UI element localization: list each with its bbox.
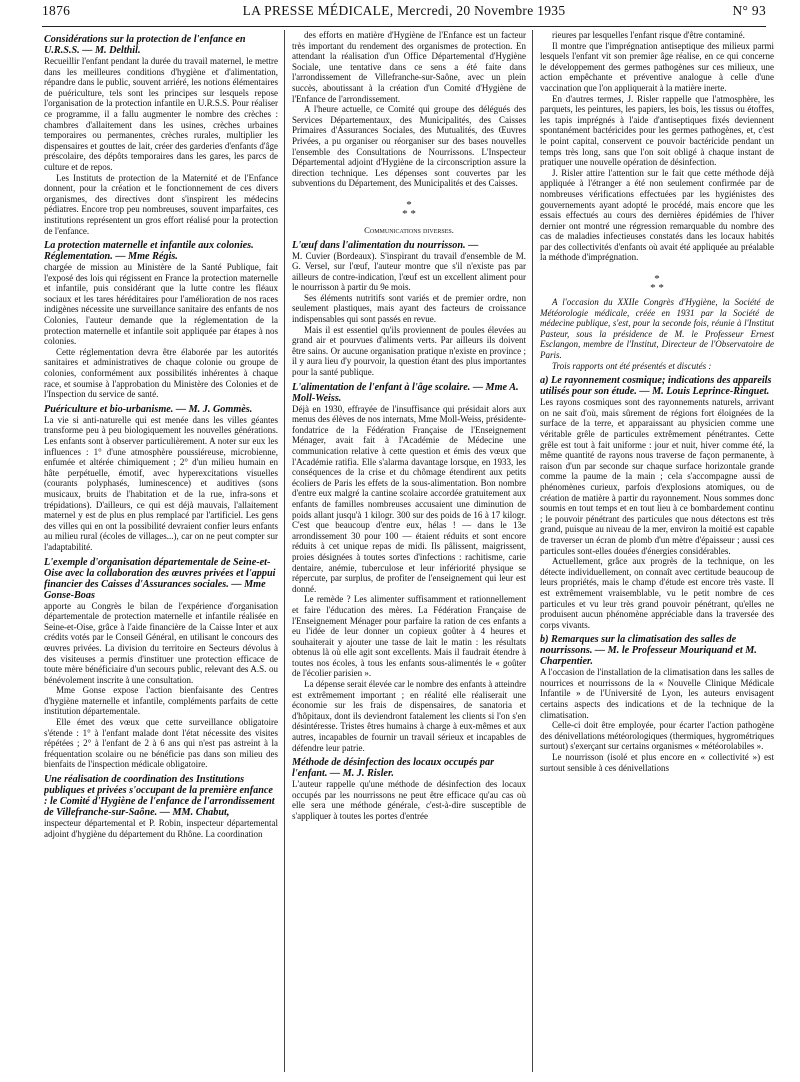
- section-intro: A l'occasion du XXIIe Congrès d'Hygiène, la Société de Météorologie médicale, créée en 1931 par la Société de médecine publique, s'est, pour la seconde fois, réunie à l'Institut Pasteur, sous la présidence de M. le Professeur Ernest Esclangon, membre de l'Institut, Directeur de l'Observatoire de Paris.: [540, 297, 774, 361]
- article-paragraph: Il montre que l'imprégnation antiseptique des milieux parmi lesquels l'enfant vit son premier âge réalise, en ce qui concerne le développement des germes pathogènes sur ces milieux, une action empêchante et préventive analogue à celle d'une vaccination que l'on appliquerait à la matière inerte.: [540, 40, 774, 93]
- article-paragraph: Mme Gonse expose l'action bienfaisante des Centres d'hygiène maternelle et infantile, compléments parfaits de cette institution départementale.: [44, 685, 278, 717]
- article-paragraph: apporte au Congrès le bilan de l'expérience d'organisation départementale de protection maternelle et infantile réalisée en Seine-et-Oise, grâce à l'aide financière de la Caisse Inter et aux crédits votés par le Conseil Général, en utilisant le concours des œuvres privées. La division du territoire en Secteurs dévolus à des visiteuses a permis d'instituer une protection efficace de toute mère bénéficiaire d'un secours public, relevant des A.S. ou bénévolement inscrite à une consultation.: [44, 600, 278, 685]
- article-paragraph: Ses éléments nutritifs sont variés et de premier ordre, non seulement plastiques, mais ayant des facteurs de croissance indispensables qui sont passés en revue.: [292, 292, 526, 325]
- column-divider: [532, 30, 533, 1072]
- column-1: [44, 30, 278, 1070]
- article-paragraph: Actuellement, grâce aux progrès de la technique, on les détecte individuellement, on connaît avec certitude beaucoup de leurs propriétés, mais le champ d'étude est encore très vaste. Il est extrêmement vraisemblable, vu le petit nombre de ces particules et vu leur très grand pouvoir pénétrant, qu'elles ne produisent aucun phénomène appréciable dans la traversée des corps vivants.: [540, 556, 774, 630]
- article-paragraph: Les rayons cosmiques sont des rayonnements naturels, arrivant on ne sait d'où, mais sûrement de régions fort éloignées de la surface de la terre, et apparaissant au physicien comme une véritable grêle de particules extrêmement pénétrantes. Cette grêle est tout à fait uniforme : jour et nuit, hiver comme été, la même quantité de rayons nous traverse de façon permanente, à raison d'un par seconde sur chaque surface horizontale grande comme la paume de la main ; cela s'accompagne aussi de phénomènes curieux, parfois d'explosions atomiques, ou de création de matière à partir du rayonnement. Nous sommes donc soumis en tout temps et en tout lieu à ce bombardement continu ; le pouvoir pénétrant des particules que nous détectons est très grand, puisque au niveau de la mer, environ la moitié est capable de traverser un écran de plomb d'un mètre d'épaisseur ; aussi ces particules sont-elles douées d'énergies considérables.: [540, 397, 774, 556]
- article-heading: L'exemple d'organisation départementale de Seine-et-Oise avec la collaboration des œuvres privées et l'appui financier des Caisses d'Assurances sociales. — Mme Gonse-Boas: [44, 556, 276, 601]
- article-paragraph: M. Cuvier (Bordeaux). S'inspirant du travail d'ensemble de M. G. Versel, sur l'œuf, l'auteur montre que s'il n'existe pas par ailleurs de contre-indication, l'œuf est un excellent aliment pour le nourrisson à partir du 9e mois.: [292, 250, 526, 293]
- article-heading: a) Le rayonnement cosmique; indications des appareils utilisés pour son étude. — M. Louis Leprince-Ringuet.: [540, 375, 772, 398]
- column-divider: [284, 30, 285, 1072]
- section-intro-2: Trois rapports ont été présentés et discutés :: [552, 360, 712, 371]
- journal-title: LA PRESSE MÉDICALE, Mercredi, 20 Novembre 1935: [242, 3, 566, 18]
- article-paragraph: rieures par lesquelles l'enfant risque d'être contaminé.: [552, 30, 745, 40]
- issue-number: N° 93: [732, 3, 766, 18]
- section-title: Communications diverses.: [364, 224, 454, 235]
- article-paragraph: Cette réglementation devra être élaborée par les autorités sanitaires et administratives de chaque colonie ou groupe de colonies, conformément aux possibilités inhérentes à chaque race, et soumise à l'approbation du Ministère des Colonies et de l'Inspection du service de santé.: [44, 346, 278, 400]
- column-3: [540, 30, 774, 1070]
- article-paragraph: L'auteur rappelle qu'une méthode de désinfection des locaux occupés par les nourrissons ne peut être efficace qu'au cas où elle sera une méthode générale, c'est-à-dire susceptible de s'appliquer à toutes les portes d'entrée: [292, 779, 526, 821]
- article-heading: b) Remarques sur la climatisation des salles de nourrissons. — M. le Professeur Mouriquand et M. Charpentier.: [540, 634, 757, 668]
- article-paragraph: La dépense serait élevée car le nombre des enfants à atteindre est extrêmement important ; en réalité elle réaliserait une économie sur les frais de dispensaires, de sanatoria et d'hôpitaux, dont ils deviendront fatalement les clients si l'on s'en désintéresse. Tristes êtres humains à charge à eux-mêmes et aux autres, incapables de fournir un travail sérieux et incapables de défendre leur patrie.: [292, 679, 526, 753]
- article-paragraph: chargée de mission au Ministère de la Santé Publique, fait l'exposé des lois qui régissent en France la protection maternelle et infantile, puis considérant que la lutte contre les fléaux sociaux et les tares héréditaires pour l'amélioration de nos races indigènes nécessite une surveillance sanitaire des enfants de nos Colonies, l'auteur demande que la réglementation de la protection maternelle et infantile soit appliquée par étapes à nos colonies.: [44, 262, 278, 347]
- article-paragraph: Elle émet des vœux que cette surveillance obligatoire s'étende : 1° à l'enfant malade dont l'état nécessite des visites répétées ; 2° à l'enfant de 2 à 6 ans qui n'est pas astreint à la fréquentation scolaire ou ne bénéficie pas dans son milieu des bienfaits de l'inspection médicale obligatoire.: [44, 717, 278, 770]
- article-paragraph: Mais il est essentiel qu'ils proviennent de poules élevées au grand air et pourvues d'aliments verts. Par ailleurs ils doivent être sains. Or aucune organisation pratique n'existe en province ; il y aura lieu d'y pourvoir, la question étant des plus importantes pour la santé publique.: [292, 324, 526, 378]
- page-header: [42, 3, 766, 25]
- article-heading: Puériculture et bio-urbanisme. — M. J. Gommès.: [44, 403, 253, 415]
- header-rule: [42, 26, 766, 27]
- article-paragraph: Le remède ? Les alimenter suffisamment et rationnellement et faire l'éducation des mères. La Fédération Française de l'Enseignement Ménager pour parfaire la ration de ces enfants a eu l'idée de leur donner un copieux goûter à 4 heures et souhaiterait y ajouter une tasse de lait le matin : les résultats obtenus là où elle agit sont excellents. Mais il faudrait étendre à toutes nos écoles, à tous les enfants sous-alimentés le « goûter de l'écolier parisien ».: [292, 594, 526, 679]
- page-number: 1876: [42, 3, 71, 18]
- article-heading: Méthode de désinfection des locaux occupés par l'enfant. — M. J. Risler.: [292, 757, 495, 780]
- column-2: [292, 30, 526, 1070]
- article-heading: Une réalisation de coordination des Institutions publiques et privées s'occupant de la première enfance : le Comité d'Hygiène de l'enfance de l'arrondissement de Villefranche-sur-Saône. — MM. Chabut,: [44, 774, 275, 819]
- article-paragraph: inspecteur départemental et P. Robin, inspecteur départemental adjoint d'hygiène du département du Rhône. La coordination: [44, 818, 278, 839]
- article-paragraph: J. Risler attire l'attention sur le fait que cette méthode déjà appliquée à l'étranger a été non seulement confirmée par de nombreuses vérifications effectuées par les hygiénistes des gouvernements ayant adopté le procédé, mais encore que les essais effectués au cours des dernières épidémies de l'hiver dernier ont montré une régression remarquable du nombre des cas de maladies infectieuses constatés dans les locaux habités par des collectivités d'enfants où avait été appliquée au préalable la méthode d'imprégnation.: [540, 167, 774, 263]
- article-paragraph: Recueillir l'enfant pendant la durée du travail maternel, le mettre dans les meilleures conditions d'hygiène et d'alimentation, répandre dans le public, souvent arriéré, les notions élémentaires de puériculture, tels sont les principes sur lesquels repose l'organisation de la protection infantile en U.R.S.S. Pour réaliser ce programme, il a fallu augmenter le nombre des crèches : chambres d'allaitement dans les usines, crèches urbaines temporaires ou permanentes, crèches rurales, multiplier les dispensaires et gouttes de lait, créer des garderies d'enfants d'âge préscolaire, des dépôts temporaires dans les gares, les parcs de culture et de repos.: [44, 56, 278, 172]
- article-paragraph: Déjà en 1930, effrayée de l'insuffisance qui présidait alors aux menus des élèves de nos internats, Mme Moll-Weiss, présidente-fondatrice de la Fédération Française de l'Enseignement Ménager, avait fait à l'Académie de Médecine une communication relative à cette question et émis des vœux que l'Académie ratifia. Elle s'alarma davantage lorsque, en 1933, les conséquences de la crise et du chômage étendirent aux petits écoliers de Paris les effets de la sous-alimentation. Bon nombre d'entre eux malgré la cantine scolaire accordée gratuitement aux enfants de familles nombreuses accusaient une diminution de poids allant jusqu'à 1 kilogr. 300 sur des poids de 16 à 17 kilogr. C'est que beaucoup d'entre eux, hélas ! — dans le 13e arrondissement 30 pour 100 — étaient réduits et sont encore réduits à cet unique repas de midi. Ils pâlissent, maigrissent, proies désignées à toutes sortes d'infections : rachitisme, carie dentaire, anémie, tuberculose et leur infériorité physique se répercute, par surplus, de profiter de l'enseignement qui leur est donné.: [292, 403, 526, 594]
- section-asterism: * * *: [402, 198, 416, 220]
- article-heading: Considérations sur la protection de l'enfance en U.R.S.S. — M. Delthil.: [44, 34, 246, 56]
- article-heading: L'alimentation de l'enfant à l'âge scolaire. — Mme A. Moll-Weiss.: [292, 381, 519, 404]
- article-heading: La protection maternelle et infantile aux colonies. Réglementation. — Mme Régis.: [44, 240, 254, 263]
- article-paragraph: La vie si anti-naturelle qui est menée dans les villes géantes transforme peu à peu biologiquement les nouvelles générations. Les enfants sont à observer particulièrement. A noter sur eux les influences : 1° d'une atmosphère poussiéreuse, microbienne, enfumée et altérée chimiquement ; 2° d'un milieu humain en hâte perpétuelle, émotif, avec hyperexcitations visuelles (courants polyphasés, luminescence) et auditives (sons musicaux, bruits de l'habitation et de la rue, infra-sons et trépidations). D'ailleurs, ce qui est déjà mauvais, l'allaitement maternel y est de plus en plus remplacé par l'artificiel. Les gens des villes qui en ont la possibilité devraient confier leurs enfants au milieu rural (écoles de villages...), car on ne peut compter sur l'adaptabilité.: [44, 414, 278, 552]
- article-paragraph: A l'heure actuelle, ce Comité qui groupe des délégués des Services Départementaux, des Municipalités, des Caisses Primaires d'Assurances Sociales, des Mutualités, des Œuvres Privées, a pu organiser ou réorganiser sur des bases nouvelles l'ensemble des Consultations de Nourrissons. L'Inspecteur Départemental adjoint d'Hygiène de la circonscription assure la direction technique. Les dépenses sont couvertes par les subventions du Département, des Municipalités et des Caisses.: [292, 104, 526, 189]
- article-paragraph: Le nourrisson (isolé et plus encore en « collectivité ») est surtout sensible à ces dénivellations: [540, 752, 774, 773]
- article-paragraph: Les Instituts de protection de la Maternité et de l'Enfance donnent, pour la création et le fonctionnement de ces divers organismes, des directives dont s'inspirent les médecins pédiatres. Encore trop peu nombreuses, souvent imparfaites, ces institutions représentent un gros effort réalisé pour la protection de l'enfance.: [44, 172, 278, 236]
- article-paragraph: A l'occasion de l'installation de la climatisation dans les salles de nourrices et nourrissons de la « Nouvelle Clinique Médicale Infantile » de l'Université de Lyon, les auteurs envisagent certains aspects des indications et de la technique de la climatisation.: [540, 667, 774, 720]
- article-paragraph: Celle-ci doit être employée, pour écarter l'action pathogène des dénivellations météorologiques (thermiques, hygrométriques surtout) s'exerçant sur certains organismes « météorolabiles ».: [540, 720, 774, 752]
- article-heading: L'œuf dans l'alimentation du nourrisson. —: [292, 239, 479, 251]
- article-paragraph: des efforts en matière d'Hygiène de l'Enfance est un facteur très important du rendement des organismes de protection. En attendant la réalisation d'un Office Départemental d'Hygiène Sociale, une tentative dans ce sens a été faite dans l'arrondissement de Villefranche-sur-Saône, avec un plein succès, aboutissant à la création d'un Comité d'Hygiène de l'Enfance de l'arrondissement.: [292, 30, 526, 104]
- section-asterism: * * *: [650, 273, 664, 295]
- article-paragraph: En d'autres termes, J. Risler rappelle que l'atmosphère, les parquets, les peintures, les papiers, les bois, les tissus ou étoffes, les tapis imprégnés à l'aide d'antiseptiques fixés deviennent spontanément bactéricides pour les germes pathogènes, et, c'est le point capital, conservent ce pouvoir bactéricide pendant un temps très long, sans que l'on soit obligé à chaque instant de pratiquer une nouvelle opération de désinfection.: [540, 93, 774, 168]
